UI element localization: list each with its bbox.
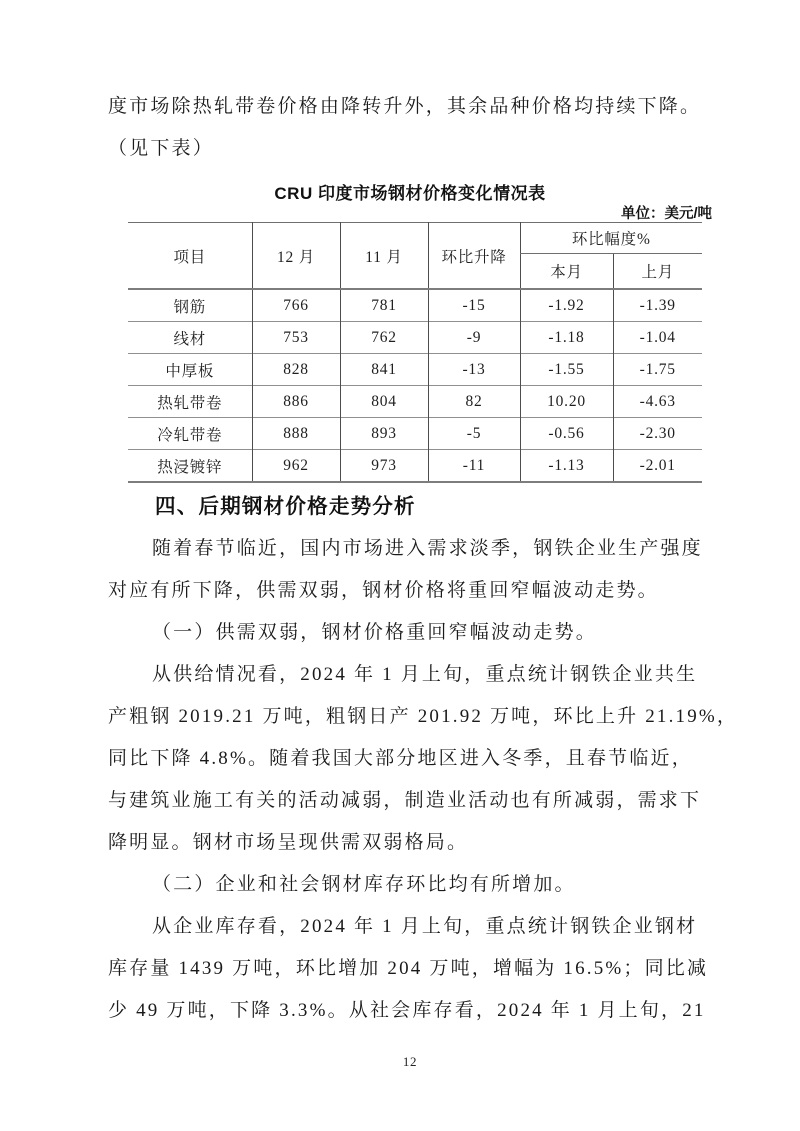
table-header-row bbox=[128, 223, 702, 254]
body-line: （见下表） bbox=[108, 138, 214, 159]
body-line: 从供给情况看，2024 年 1 月上旬，重点统计钢铁企业共生 bbox=[152, 664, 698, 685]
cell-last-month: -2.30 bbox=[613, 418, 702, 450]
cell-nov: 841 bbox=[340, 354, 428, 386]
cell-last-month: -1.39 bbox=[613, 289, 702, 322]
header-last-month: 上月 bbox=[613, 254, 702, 289]
section-heading: 四、后期钢材价格走势分析 bbox=[155, 495, 416, 518]
body-line: 从企业库存看，2024 年 1 月上旬，重点统计钢铁企业钢材 bbox=[152, 916, 698, 937]
cell-dec: 888 bbox=[252, 418, 340, 450]
cell-this-month: -1.92 bbox=[520, 289, 613, 322]
cell-this-month: -0.56 bbox=[520, 418, 613, 450]
body-line: 度市场除热轧带卷价格由降转升外，其余品种价格均持续下降。 bbox=[108, 96, 702, 117]
header-mom-range-group: 环比幅度% bbox=[520, 223, 702, 254]
cell-change: -5 bbox=[428, 418, 520, 450]
cell-this-month: -1.13 bbox=[520, 450, 613, 483]
cell-last-month: -1.04 bbox=[613, 322, 702, 354]
body-line: 对应有所下降，供需双弱，钢材价格将重回窄幅波动走势。 bbox=[108, 580, 659, 601]
price-change-table bbox=[128, 222, 702, 483]
cell-nov: 781 bbox=[340, 289, 428, 322]
cell-nov: 893 bbox=[340, 418, 428, 450]
cell-nov: 762 bbox=[340, 322, 428, 354]
cell-change: -15 bbox=[428, 289, 520, 322]
body-line: 少 49 万吨，下降 3.3%。从社会库存看，2024 年 1 月上旬，21 bbox=[108, 1000, 706, 1021]
cell-last-month: -2.01 bbox=[613, 450, 702, 483]
header-month-nov: 11 月 bbox=[340, 223, 428, 290]
cell-nov: 804 bbox=[340, 386, 428, 418]
cell-item: 钢筋 bbox=[128, 289, 252, 322]
table-unit-note: 单位：美元/吨 bbox=[620, 206, 712, 222]
body-line: 与建筑业施工有关的活动减弱，制造业活动也有所减弱，需求下 bbox=[108, 790, 702, 811]
cell-this-month: -1.55 bbox=[520, 354, 613, 386]
table-title: CRU 印度市场钢材价格变化情况表 bbox=[274, 184, 546, 203]
cell-last-month: -1.75 bbox=[613, 354, 702, 386]
body-line: 库存量 1439 万吨，环比增加 204 万吨，增幅为 16.5%；同比减 bbox=[108, 958, 709, 979]
body-line: 降明显。钢材市场呈现供需双弱格局。 bbox=[108, 832, 469, 853]
table-row bbox=[128, 322, 702, 354]
subsection-heading-line: （一）供需双弱，钢材价格重回窄幅波动走势。 bbox=[152, 622, 597, 643]
cell-last-month: -4.63 bbox=[613, 386, 702, 418]
table-row bbox=[128, 386, 702, 418]
body-line: 产粗钢 2019.21 万吨，粗钢日产 201.92 万吨，环比上升 21.19%， bbox=[108, 706, 739, 727]
cell-dec: 886 bbox=[252, 386, 340, 418]
body-line: 随着春节临近，国内市场进入需求淡季，钢铁企业生产强度 bbox=[152, 538, 703, 559]
table-row bbox=[128, 354, 702, 386]
cell-item: 冷轧带卷 bbox=[128, 418, 252, 450]
cell-item: 线材 bbox=[128, 322, 252, 354]
table-row bbox=[128, 289, 702, 322]
cell-dec: 828 bbox=[252, 354, 340, 386]
page-number: 12 bbox=[402, 1054, 418, 1069]
cell-change: -11 bbox=[428, 450, 520, 483]
cell-change: -9 bbox=[428, 322, 520, 354]
cell-this-month: 10.20 bbox=[520, 386, 613, 418]
header-mom-change: 环比升降 bbox=[428, 223, 520, 290]
header-this-month: 本月 bbox=[520, 254, 613, 289]
cell-dec: 766 bbox=[252, 289, 340, 322]
cell-nov: 973 bbox=[340, 450, 428, 483]
header-item: 项目 bbox=[128, 223, 252, 290]
cell-item: 中厚板 bbox=[128, 354, 252, 386]
cell-item: 热轧带卷 bbox=[128, 386, 252, 418]
table-row bbox=[128, 450, 702, 483]
cell-dec: 962 bbox=[252, 450, 340, 483]
cell-this-month: -1.18 bbox=[520, 322, 613, 354]
header-month-dec: 12 月 bbox=[252, 223, 340, 290]
subsection-heading-line: （二）企业和社会钢材库存环比均有所增加。 bbox=[152, 874, 576, 895]
cell-item: 热浸镀锌 bbox=[128, 450, 252, 483]
cell-change: 82 bbox=[428, 386, 520, 418]
table-row bbox=[128, 418, 702, 450]
cell-change: -13 bbox=[428, 354, 520, 386]
cell-dec: 753 bbox=[252, 322, 340, 354]
body-line: 同比下降 4.8%。随着我国大部分地区进入冬季，且春节临近， bbox=[108, 748, 693, 769]
